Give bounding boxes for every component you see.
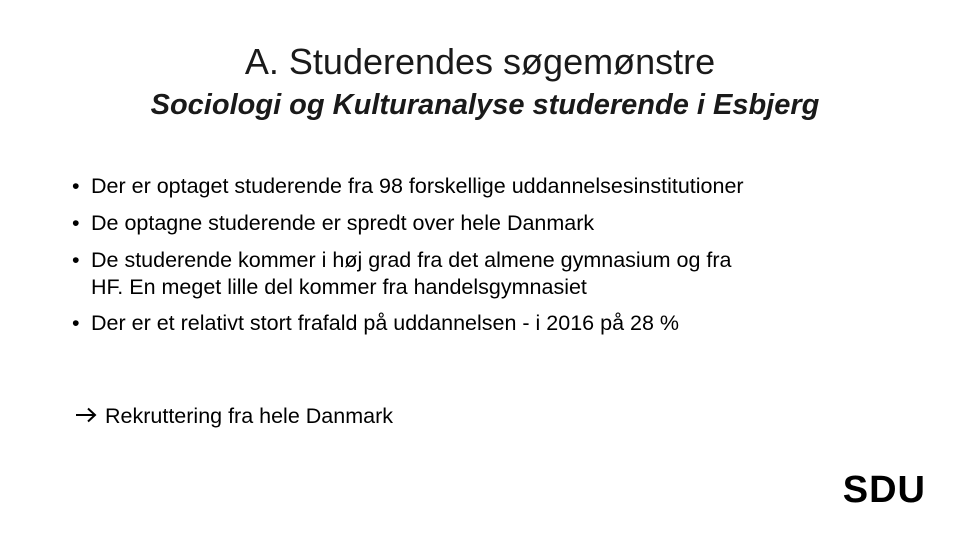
bullet-marker: • xyxy=(72,174,80,198)
bullet-marker: • xyxy=(72,311,80,335)
bullet-text: De studerende kommer i høj grad fra det almene gymnasium og fra xyxy=(91,248,732,272)
bullet-item xyxy=(72,168,902,205)
bullet-list xyxy=(72,168,902,342)
bullet-item xyxy=(72,242,902,301)
bullet-marker: • xyxy=(72,248,80,272)
bullet-text: Der er optaget studerende fra 98 forskellige uddannelsesinstitutioner xyxy=(91,174,744,198)
bullet-text: De optagne studerende er spredt over hele Danmark xyxy=(91,211,595,235)
conclusion-text: Rekruttering fra hele Danmark xyxy=(105,404,393,428)
bullet-item xyxy=(72,305,902,342)
slide-subtitle: Sociologi og Kulturanalyse studerende i Esbjerg xyxy=(150,89,820,121)
slide-title: A. Studerendes søgemønstre xyxy=(244,41,716,82)
bullet-text: Der er et relativt stort frafald på uddannelsen - i 2016 på 28 % xyxy=(91,311,680,335)
sdu-logo: SDU xyxy=(842,469,926,511)
bullet-text-continuation: HF. En meget lille del kommer fra handelsgymnasiet xyxy=(91,275,587,299)
conclusion-line xyxy=(75,398,393,435)
arrow-right-icon xyxy=(75,407,97,423)
bullet-item xyxy=(72,205,902,242)
bullet-marker: • xyxy=(72,211,80,235)
